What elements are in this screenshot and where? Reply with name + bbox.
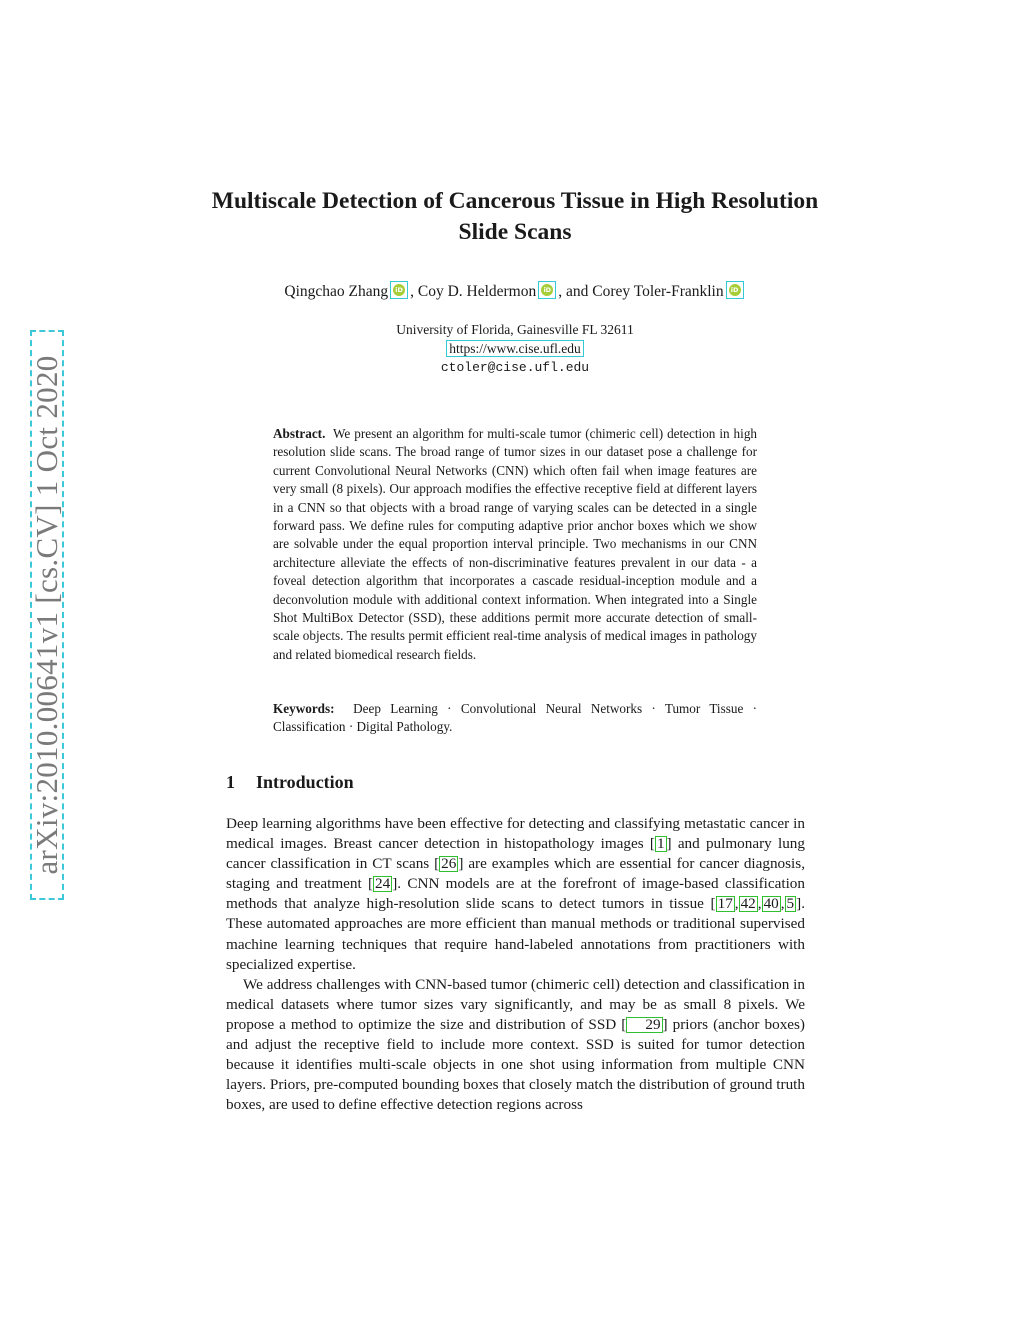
institution: University of Florida, Gainesville FL 32611 [396,322,634,337]
text-run: ]. CNN models are at the forefront of image-based classification methods that analyze high-resolution slide scans to detect tumors in tissue [ [226,875,805,913]
institution-link[interactable]: https://www.cise.ufl.edu [446,340,583,357]
author-name: Qingchao Zhang [284,283,389,300]
arxiv-identifier: arXiv:2010.00641v1 [cs.CV] 1 Oct 2020 [29,355,64,875]
paragraph [226,814,805,975]
author-separator: , and [558,283,593,300]
orcid-badge: iD [729,284,741,296]
citation-separator: , [734,895,739,913]
citation-separator: , [757,895,762,913]
orcid-icon[interactable] [390,281,408,299]
citation-link[interactable]: 17 [717,895,733,913]
abstract-label: Abstract. [273,426,326,441]
orcid-badge: iD [393,284,405,296]
orcid-badge: iD [541,284,553,296]
citation-link[interactable]: 42 [740,895,756,913]
orcid-icon[interactable] [538,281,556,299]
text-run: Deep learning algorithms have been effective for detecting and classifying metastatic cancer in medical images. Breast cancer detection in histopathology images [ [226,815,805,853]
abstract [273,425,757,664]
text-run: We address challenges with CNN-based tumor (chimeric cell) detection and classification in medical datasets where tumor sizes vary significantly, and may be as small 8 pixels. We propose a method to optimize the size and distribution of SSD [ [226,975,805,1033]
section-title: Introduction [256,772,354,792]
abstract-text: We present an algorithm for multi-scale tumor (chimeric cell) detection in high resolution slide scans. The broad range of tumor sizes in our dataset pose a challenge for current Convolutional Neural Networks (CNN) which often fail when image features are very small (8 pixels). Our approach modifies the effective receptive field at different layers in a CNN so that objects with a broad range of varying scales can be detected in a single forward pass. We define rules for computing adaptive prior anchor boxes which we show are solvable under the equal proportion interval principle. Two mechanisms in our CNN architecture alleviate the effects of non-discriminative features prevalent in our data - a foveal detection algorithm that incorporates a cascade residual-inception module and a deconvolution module with additional context information. When integrated into a Single Shot MultiBox Detector (SSD), these additions permit more accurate detection of small-scale objects. The results permit efficient real-time analysis of medical images in pathology and related biomedical research fields. [273,426,758,662]
affiliation-block [260,320,770,377]
text-run: ] are examples which are essential for cancer diagnosis, staging and treatment [ [226,855,805,893]
citation-link[interactable]: 24 [375,875,391,893]
section-number: 1 [226,772,235,792]
citation-link[interactable]: 26 [441,855,457,873]
author-separator: , [410,283,418,300]
citation-link[interactable]: 29 [626,1017,662,1033]
author-list [180,281,850,303]
orcid-icon[interactable] [726,281,744,299]
citation-link[interactable]: 1 [656,835,665,853]
keywords-text: Deep Learning · Convolutional Neural Networks · Tumor Tissue · Classification · Digital Pathology. [273,701,757,735]
keywords-label: Keywords: [273,701,335,716]
citation-link[interactable]: 40 [763,895,779,913]
author-name: Coy D. Heldermon [417,283,537,300]
citation-link[interactable]: 5 [786,895,795,913]
contact-email: ctoler@cise.ufl.edu [440,360,590,375]
text-run: ]. These automated approaches are more efficient than manual methods or traditional supervised machine learning techniques that require hand-labeled annotations from practitioners with specialized expertise. [226,895,805,973]
section-heading [226,770,806,794]
author-name: Corey Toler-Franklin [592,283,724,300]
text-run: ] and pulmonary lung cancer classification in CT scans [ [226,835,805,873]
arxiv-side-stamp[interactable] [30,330,64,900]
keywords [273,700,757,737]
paper-title: Multiscale Detection of Cancerous Tissue in High Resolution Slide Scans [211,188,819,245]
introduction-body [226,814,805,1115]
citation-separator: , [780,895,785,913]
text-run: ] priors (anchor boxes) and adjust the receptive field to include more context. SSD is suited for tumor detection because it identifies multi-scale objects in one shot using information from multiple CNN layers. Priors, pre-computed bounding boxes that closely match the distribution of ground truth boxes, are used to define effective detection regions across [226,1015,805,1114]
paragraph [226,975,805,1116]
